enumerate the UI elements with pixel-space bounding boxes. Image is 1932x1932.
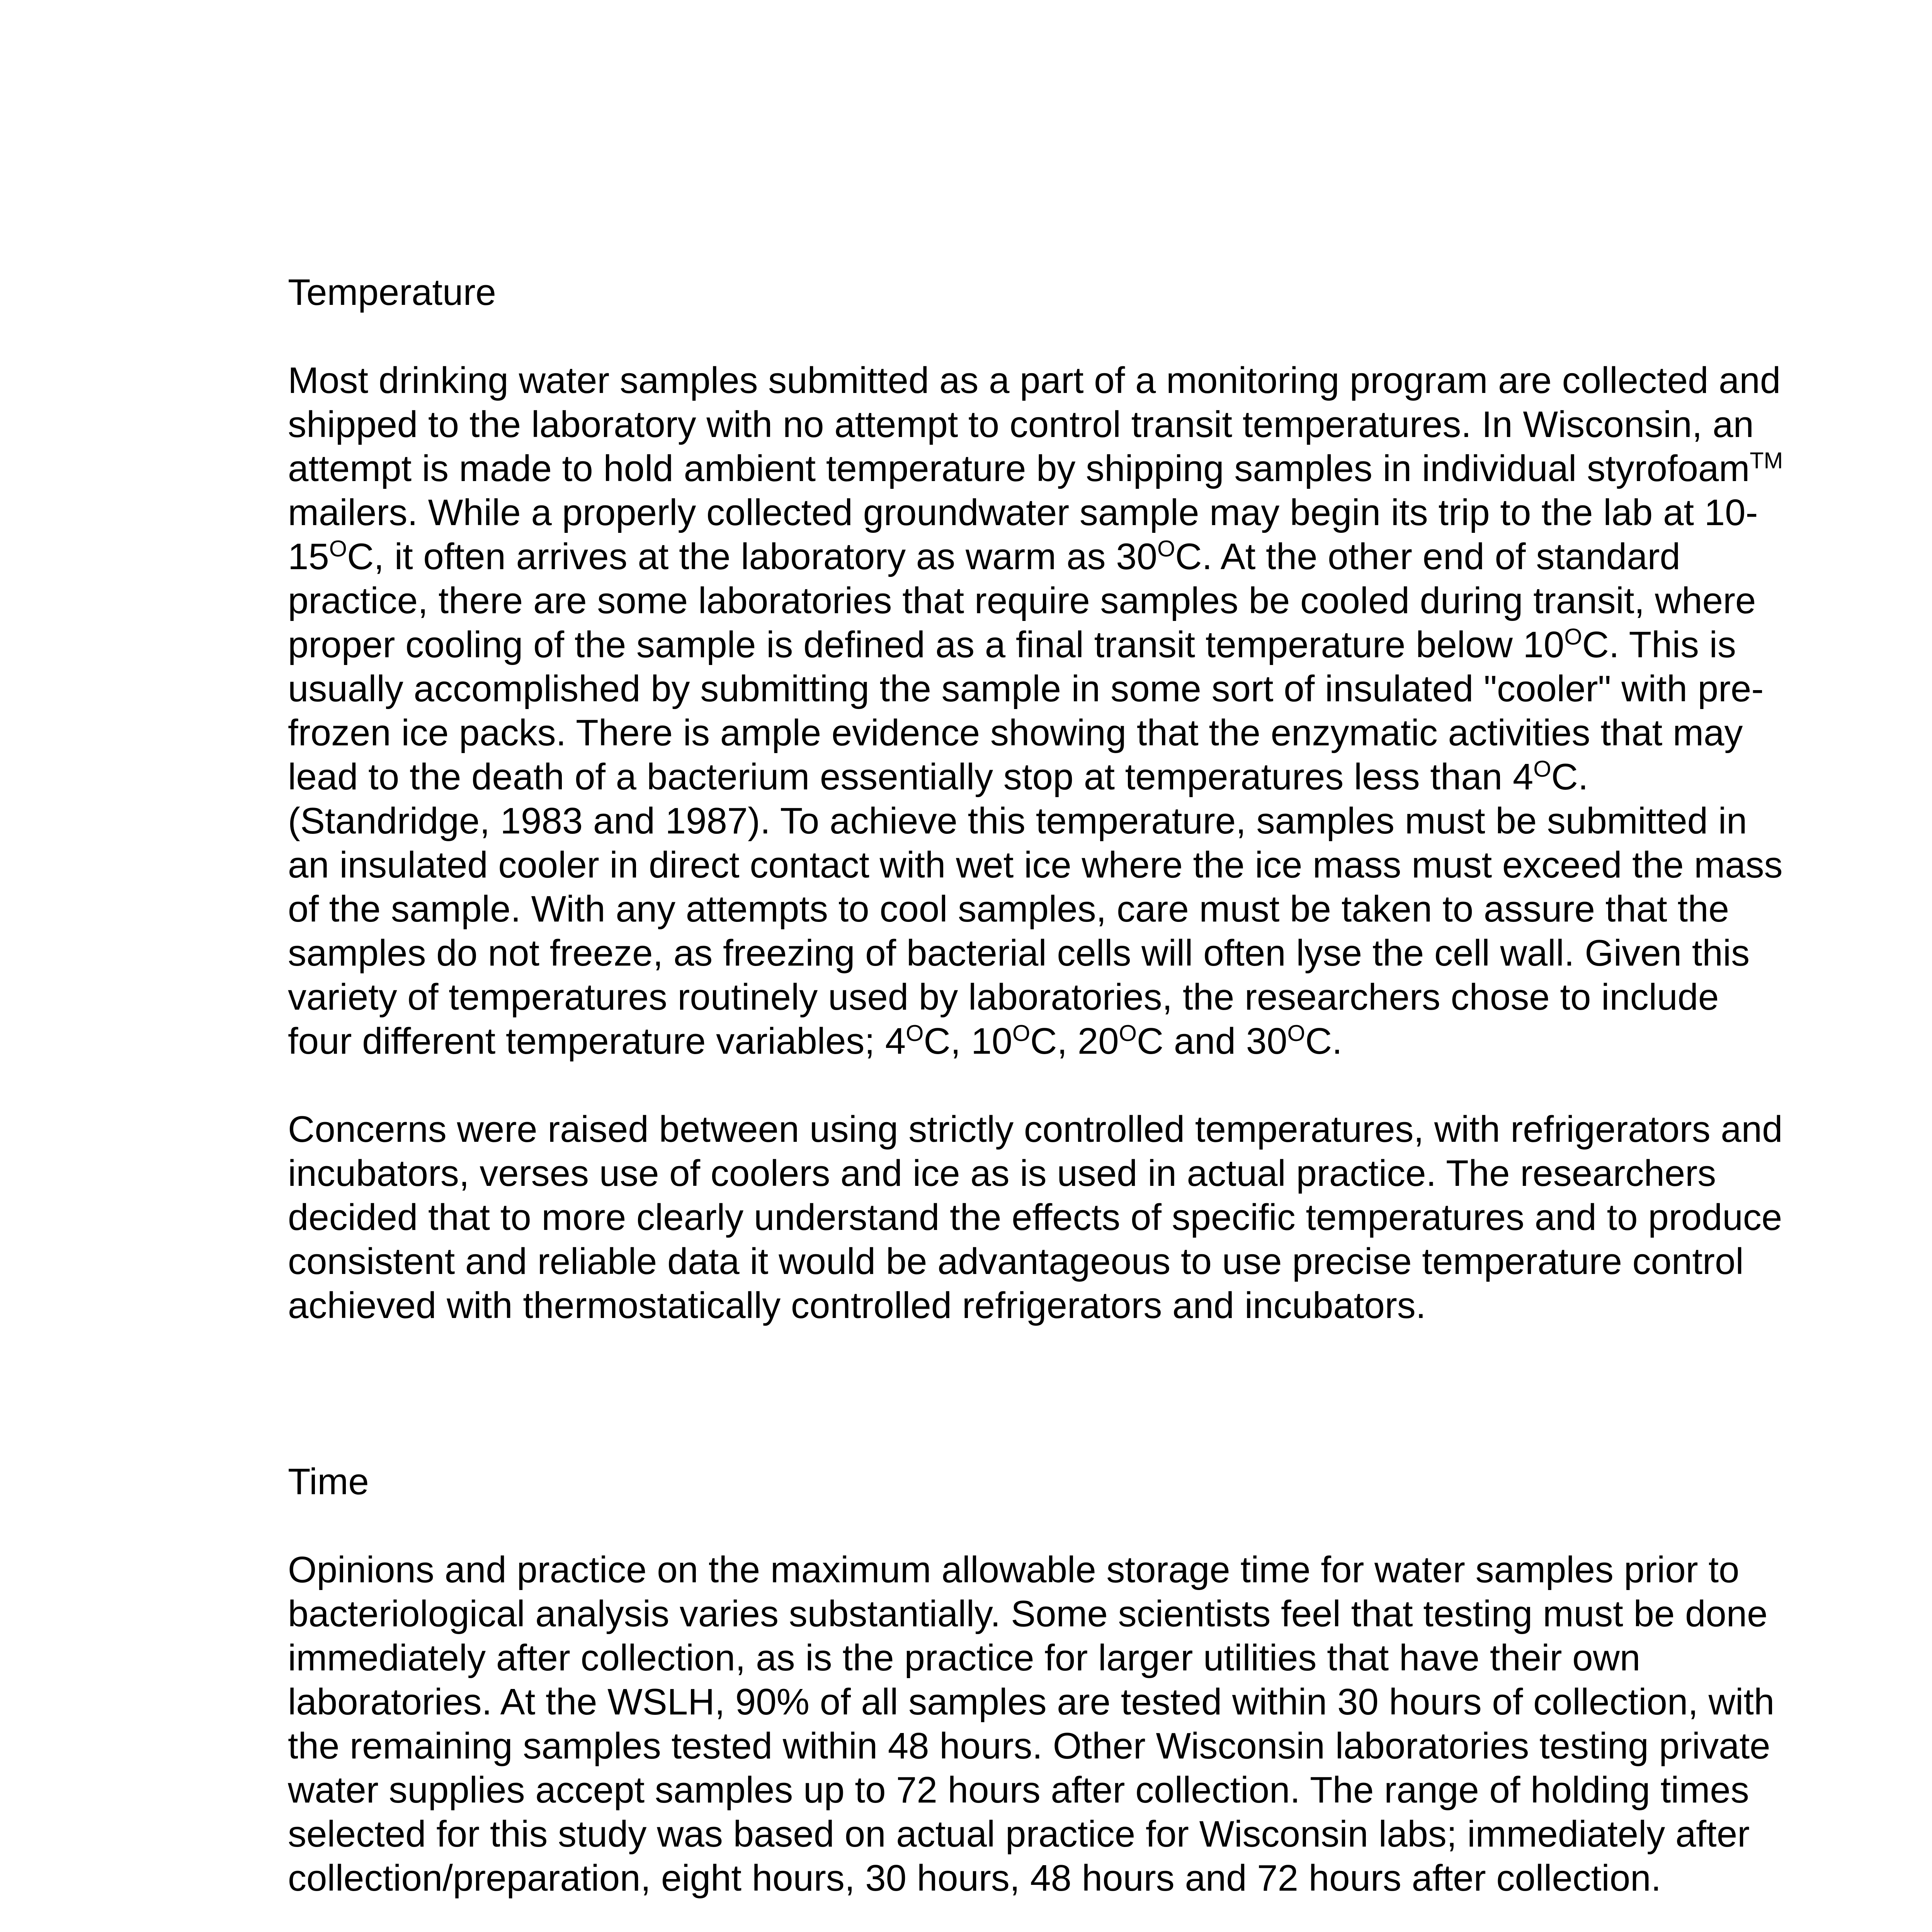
- heading-time: Time: [288, 1461, 369, 1502]
- text-segment: C, it often arrives at the laboratory as warm as 30: [347, 536, 1157, 577]
- degree-superscript: O: [1564, 624, 1582, 650]
- page-body: [288, 270, 1787, 1932]
- text-segment: C. At the other end of standard practice, there are some laboratories that require samples be cooled during transit, where proper cooling of the sample is defined as a final transit temperature below 10: [288, 536, 1756, 665]
- degree-superscript: O: [1157, 536, 1175, 561]
- heading-temperature: Temperature: [288, 272, 496, 313]
- text-segment: C. (Standridge, 1983 and 1987). To achieve this temperature, samples must be submitted in an insulated cooler in direct contact with wet ice where the ice mass must exceed the mass of the sample. With any attempts to cool samples, care must be taken to assure that the samples do not freeze, as freezing of bacterial cells will often lyse the cell wall. Given this variety of temperatures routinely used by laboratories, the researchers chose to include four different temperature variables; 4: [288, 756, 1783, 1062]
- paragraph-temperature-1: [288, 359, 1787, 1063]
- degree-superscript: O: [906, 1020, 924, 1046]
- text-segment: Most drinking water samples submitted as a part of a monitoring program are collected and shipped to the laboratory with no attempt to control transit temperatures. In Wisconsin, an attempt is made to hold ambient temperature by shipping samples in individual styrofoam: [288, 360, 1781, 489]
- text-segment: C, 20: [1030, 1020, 1119, 1062]
- paragraph-temperature-2: Concerns were raised between using strictly controlled temperatures, with refrigerators and incubators, verses use of coolers and ice as is used in actual practice. The researchers decided that to more clearly understand the effects of specific temperatures and to produce consistent and reliable data it would be advantageous to use precise temperature control achieved with thermostatically controlled refrigerators and incubators.: [288, 1109, 1783, 1326]
- degree-superscript: O: [1119, 1020, 1137, 1046]
- text-segment: C. This is usually accomplished by submitting the sample in some sort of insulated "cooler" with pre-frozen ice packs. There is ample evidence showing that the enzymatic activities that may lead to the death of a bacterium essentially stop at temperatures less than 4: [288, 624, 1764, 798]
- text-segment: C, 10: [923, 1020, 1012, 1062]
- paragraph-time-1: Opinions and practice on the maximum allowable storage time for water samples prior to bacteriological analysis varies substantially. Some scientists feel that testing must be done immediately after collection, as is the practice for larger utilities that have their own laboratories. At the WSLH, 90% of all samples are tested within 30 hours of collection, with the remaining samples tested within 48 hours. Other Wisconsin laboratories testing private water supplies accept samples up to 72 hours after collection. The range of holding times selected for this study was based on actual practice for Wisconsin labs; immediately after collection/preparation, eight hours, 30 hours, 48 hours and 72 hours after collection.: [288, 1549, 1775, 1899]
- degree-superscript: O: [329, 536, 347, 561]
- degree-superscript: O: [1533, 756, 1551, 782]
- text-segment: C.: [1305, 1020, 1342, 1062]
- trademark-superscript: TM: [1750, 447, 1783, 473]
- degree-superscript: O: [1287, 1020, 1305, 1046]
- degree-superscript: O: [1012, 1020, 1031, 1046]
- text-segment: mailers. While a properly collected groundwater sample may begin its trip to the lab at 10-15: [288, 492, 1758, 577]
- text-segment: C and 30: [1136, 1020, 1287, 1062]
